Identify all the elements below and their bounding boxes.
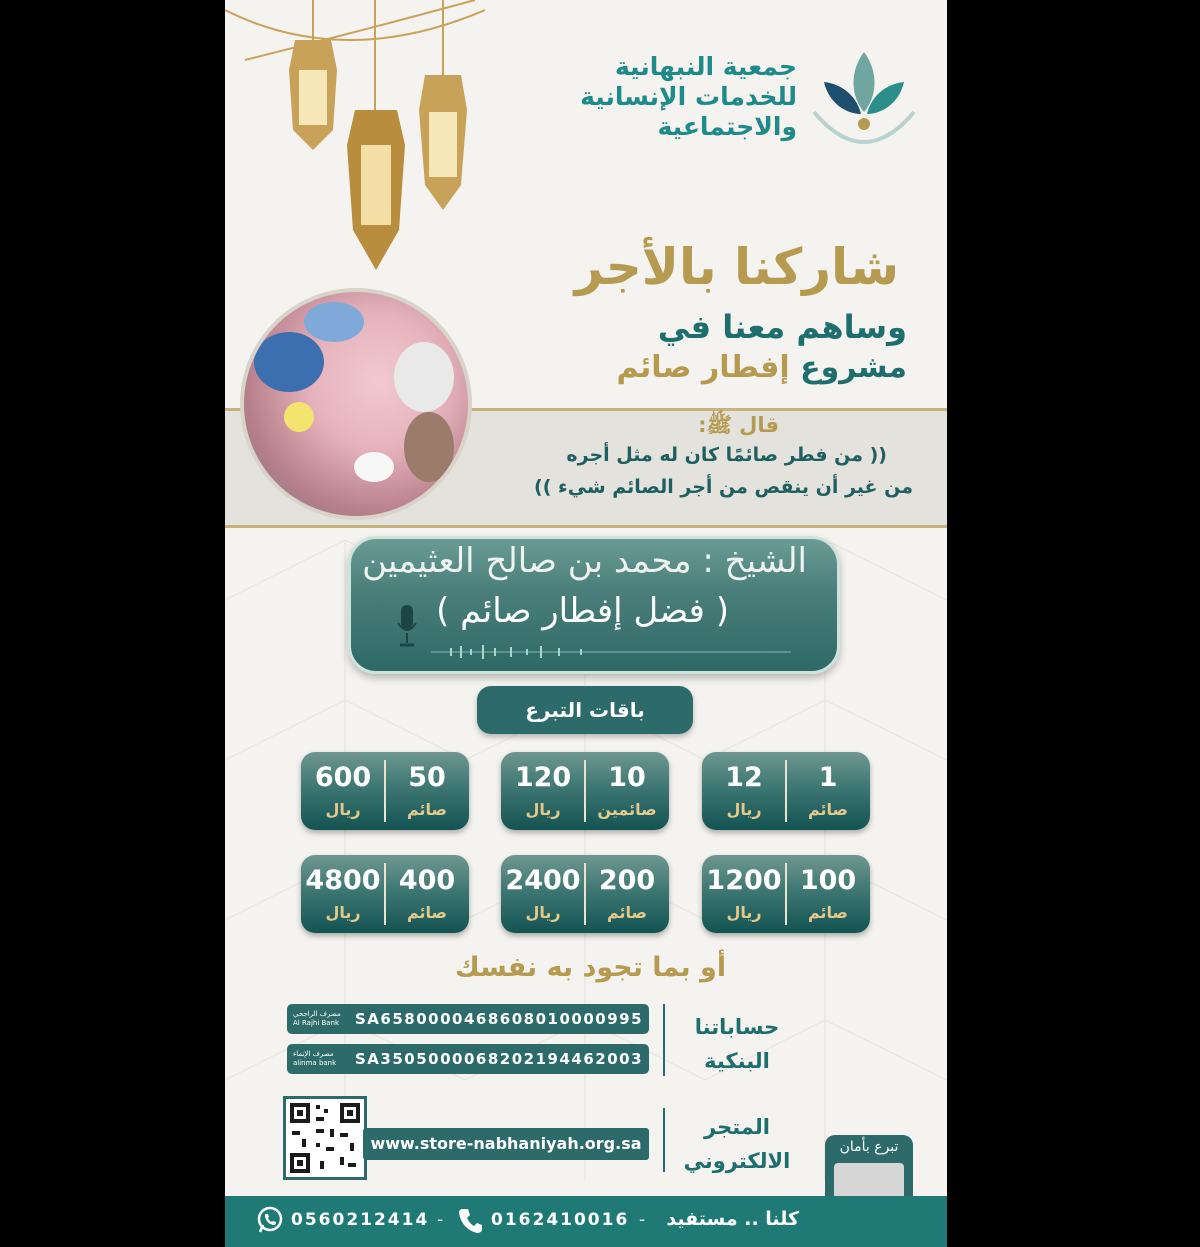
iftar-photo [240, 288, 472, 520]
bank-logo-en: alinma bank [293, 1059, 337, 1067]
bank-accounts-label [677, 1010, 797, 1078]
headline: شاركنا بالأجر [574, 238, 899, 296]
package-fasters: 100 [799, 865, 857, 896]
divider-line [663, 1108, 665, 1172]
package-card[interactable] [301, 752, 469, 830]
bank-logo [293, 1050, 345, 1068]
package-price-label: ريال [525, 800, 561, 819]
whatsapp-icon [257, 1206, 283, 1234]
package-price-label: ريال [726, 903, 762, 922]
package-fasters-label: صائمين [597, 800, 657, 819]
subheadline-line1: وساهم معنا في [657, 308, 907, 346]
package-price: 2400 [505, 865, 581, 896]
organization-name-line1: جمعية النبهانية [615, 52, 797, 81]
package-card[interactable] [702, 855, 870, 933]
bank-logo-ar: مصرف الإنماء [293, 1050, 334, 1058]
subheadline-line2 [616, 350, 907, 385]
packages-title: باقات التبرع [477, 686, 693, 734]
package-price-label: ريال [525, 903, 561, 922]
store-qr-code-icon[interactable] [283, 1096, 367, 1180]
package-price-label: ريال [726, 800, 762, 819]
bank-logo-ar: مصرف الراجحي [293, 1010, 341, 1018]
online-store-label-line1: المتجر [704, 1115, 770, 1139]
bank-accounts-label-line1: حساباتنا [694, 1015, 780, 1039]
landline-phone[interactable]: 0162410016 [491, 1210, 630, 1230]
audio-title: ( فضل إفطار صائم ) [436, 591, 729, 631]
donation-poster [225, 0, 947, 1247]
hadith-line1: (( من فطر صائمًا كان له مثل أجره [566, 444, 887, 466]
online-store-label [677, 1110, 797, 1178]
phone-icon [457, 1206, 483, 1234]
organization-name-line3: والاجتماعية [657, 112, 797, 141]
footer-separator: - [437, 1210, 444, 1230]
package-fasters-label: صائم [406, 903, 448, 922]
iban-number[interactable]: SA3505000068202194462003 [355, 1050, 644, 1068]
bank-account-row[interactable] [287, 1044, 649, 1074]
divider-line [663, 1004, 665, 1076]
package-fasters-label: صائم [807, 903, 849, 922]
package-card[interactable] [301, 855, 469, 933]
package-price: 120 [514, 762, 572, 793]
whatsapp-phone[interactable]: 0560212414 [291, 1210, 430, 1230]
package-fasters-label: صائم [807, 800, 849, 819]
organization-name-line2: للخدمات الإنسانية [580, 82, 797, 111]
store-url-link[interactable]: www.store-nabhaniyah.org.sa [363, 1128, 649, 1160]
package-fasters-label: صائم [406, 800, 448, 819]
package-fasters: 50 [408, 762, 446, 793]
package-price: 12 [725, 762, 763, 793]
bank-account-row[interactable] [287, 1004, 649, 1034]
hadith-intro: قال ﷺ: [698, 413, 779, 437]
package-fasters: 1 [818, 762, 838, 793]
package-fasters: 10 [608, 762, 646, 793]
contact-footer [225, 1196, 947, 1247]
footer-motto: كلنا .. مستفيد [666, 1208, 799, 1230]
audio-lecture-card[interactable] [348, 536, 840, 674]
bank-accounts-label-line2: البنكية [704, 1049, 770, 1073]
package-card[interactable] [501, 752, 669, 830]
organization-logo-icon [809, 42, 919, 152]
footer-separator: - [639, 1210, 646, 1230]
open-amount-text: أو بما تجود به نفسك [455, 952, 727, 983]
bank-logo-en: Al Rajhi Bank [293, 1019, 340, 1027]
package-price: 1200 [706, 865, 782, 896]
audio-speaker: الشيخ : محمد بن صالح العثيمين [362, 541, 807, 581]
organization-name [537, 52, 797, 142]
package-card[interactable] [501, 855, 669, 933]
package-card[interactable] [702, 752, 870, 830]
bank-logo [293, 1010, 345, 1028]
ramadan-lanterns-icon [225, 0, 485, 280]
package-price: 600 [314, 762, 372, 793]
audio-waveform-icon [431, 644, 791, 660]
subheadline-project-name: إفطار صائم [616, 350, 790, 385]
hadith-line2: من غير أن ينقص من أجر الصائم شيء )) [534, 476, 913, 498]
online-store-label-line2: الالكتروني [683, 1149, 791, 1173]
iban-number[interactable]: SA6580000468608010000995 [355, 1010, 644, 1028]
package-fasters: 200 [598, 865, 656, 896]
package-fasters-label: صائم [606, 903, 648, 922]
package-price-label: ريال [325, 800, 361, 819]
package-price-label: ريال [325, 903, 361, 922]
package-price: 4800 [305, 865, 381, 896]
subheadline-project-word: مشروع [800, 350, 907, 385]
package-fasters: 400 [398, 865, 456, 896]
microphone-icon [395, 603, 419, 649]
safe-donation-label: تبرع بأمان [839, 1139, 899, 1155]
